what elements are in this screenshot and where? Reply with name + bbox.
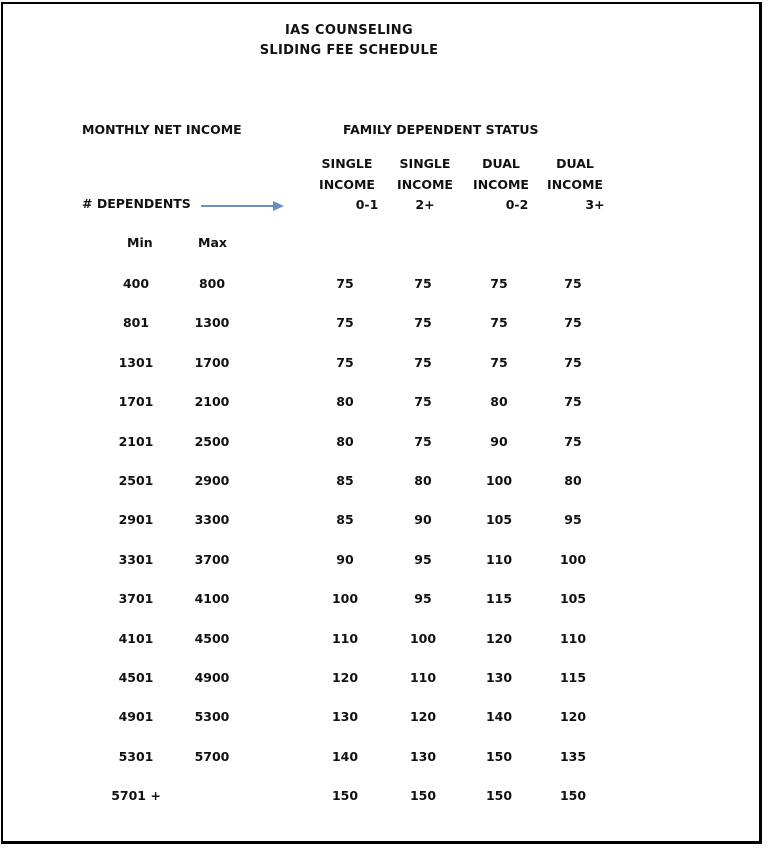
fee-cell: 80: [336, 434, 354, 449]
fee-cell: 110: [409, 670, 437, 685]
fee-cell: 130: [409, 749, 437, 764]
fee-cell: 75: [414, 434, 432, 449]
fee-cell: 100: [409, 631, 437, 646]
fee-cell: 75: [336, 276, 354, 291]
fee-cell: 120: [409, 709, 437, 724]
fee-cell: 95: [564, 512, 582, 527]
income-min-cell: 3701: [118, 591, 154, 606]
fee-cell: 130: [331, 709, 359, 724]
fee-cell: 105: [485, 512, 513, 527]
fee-cell: 90: [336, 552, 354, 567]
income-min-cell: 1701: [118, 394, 154, 409]
fee-cell: 120: [485, 631, 513, 646]
income-max-cell: 2500: [194, 434, 230, 449]
fee-cell: 85: [336, 473, 354, 488]
column-header-dependents: 3+: [585, 197, 605, 212]
income-max-cell: 4900: [194, 670, 230, 685]
income-min-cell: 4101: [118, 631, 154, 646]
fee-cell: 150: [485, 788, 513, 803]
fee-cell: 100: [331, 591, 359, 606]
fee-cell: 110: [485, 552, 513, 567]
income-min-cell: 4901: [118, 709, 154, 724]
fee-cell: 80: [336, 394, 354, 409]
fee-cell: 140: [331, 749, 359, 764]
income-max-cell: 5300: [194, 709, 230, 724]
fee-cell: 100: [559, 552, 587, 567]
fee-cell: 150: [485, 749, 513, 764]
column-header-dependents: 0-2: [505, 197, 529, 212]
income-min-cell: 3301: [118, 552, 154, 567]
fee-cell: 75: [414, 276, 432, 291]
income-max-cell: 3300: [194, 512, 230, 527]
dependents-label: # DEPENDENTS: [82, 196, 191, 211]
monthly-net-income-heading: MONTHLY NET INCOME: [82, 122, 242, 137]
fee-cell: 105: [559, 591, 587, 606]
column-header-line1: DUAL: [482, 156, 520, 171]
fee-cell: 80: [414, 473, 432, 488]
fee-cell: 75: [414, 394, 432, 409]
income-max-cell: 5700: [194, 749, 230, 764]
income-min-cell: 2901: [118, 512, 154, 527]
fee-cell: 75: [490, 315, 508, 330]
fee-cell: 120: [331, 670, 359, 685]
family-dependent-status-heading: FAMILY DEPENDENT STATUS: [343, 122, 539, 137]
fee-cell: 75: [564, 355, 582, 370]
fee-cell: 75: [414, 315, 432, 330]
column-header-line2: INCOME: [397, 177, 453, 192]
fee-cell: 90: [490, 434, 508, 449]
income-max-cell: 4500: [194, 631, 230, 646]
fee-cell: 140: [485, 709, 513, 724]
fee-cell: 120: [559, 709, 587, 724]
income-min-cell: 5701 +: [111, 788, 161, 803]
document-subtitle: SLIDING FEE SCHEDULE: [259, 43, 439, 58]
column-header-line1: DUAL: [556, 156, 594, 171]
fee-cell: 75: [564, 276, 582, 291]
right-arrow-icon: [201, 199, 285, 213]
column-header-dependents: 0-1: [355, 197, 379, 212]
column-header-dependents: 2+: [415, 197, 435, 212]
income-max-cell: 1700: [194, 355, 230, 370]
fee-cell: 150: [409, 788, 437, 803]
income-max-cell: 2100: [194, 394, 230, 409]
fee-cell: 110: [559, 631, 587, 646]
fee-cell: 95: [414, 591, 432, 606]
fee-cell: 115: [485, 591, 513, 606]
fee-cell: 75: [336, 315, 354, 330]
fee-cell: 115: [559, 670, 587, 685]
income-min-cell: 2501: [118, 473, 154, 488]
income-max-cell: 2900: [194, 473, 230, 488]
column-header-line2: INCOME: [547, 177, 603, 192]
income-max-cell: 800: [198, 276, 226, 291]
fee-cell: 100: [485, 473, 513, 488]
fee-cell: 75: [564, 434, 582, 449]
income-min-cell: 5301: [118, 749, 154, 764]
income-max-cell: 4100: [194, 591, 230, 606]
income-min-cell: 400: [122, 276, 150, 291]
fee-cell: 75: [336, 355, 354, 370]
income-max-cell: 3700: [194, 552, 230, 567]
fee-cell: 75: [564, 315, 582, 330]
min-column-header: Min: [127, 235, 153, 250]
fee-cell: 75: [490, 355, 508, 370]
fee-cell: 75: [414, 355, 432, 370]
fee-cell: 75: [490, 276, 508, 291]
fee-cell: 80: [490, 394, 508, 409]
fee-cell: 95: [414, 552, 432, 567]
fee-cell: 75: [564, 394, 582, 409]
fee-cell: 80: [564, 473, 582, 488]
column-header-line1: SINGLE: [321, 156, 373, 171]
income-min-cell: 1301: [118, 355, 154, 370]
document-title: IAS COUNSELING: [285, 23, 413, 38]
max-column-header: Max: [198, 235, 227, 250]
income-max-cell: 1300: [194, 315, 230, 330]
income-min-cell: 2101: [118, 434, 154, 449]
fee-cell: 130: [485, 670, 513, 685]
income-min-cell: 4501: [118, 670, 154, 685]
fee-cell: 110: [331, 631, 359, 646]
fee-cell: 150: [331, 788, 359, 803]
column-header-line2: INCOME: [319, 177, 375, 192]
income-min-cell: 801: [122, 315, 150, 330]
fee-cell: 135: [559, 749, 587, 764]
fee-cell: 90: [414, 512, 432, 527]
column-header-line2: INCOME: [473, 177, 529, 192]
column-header-line1: SINGLE: [399, 156, 451, 171]
fee-cell: 150: [559, 788, 587, 803]
fee-cell: 85: [336, 512, 354, 527]
